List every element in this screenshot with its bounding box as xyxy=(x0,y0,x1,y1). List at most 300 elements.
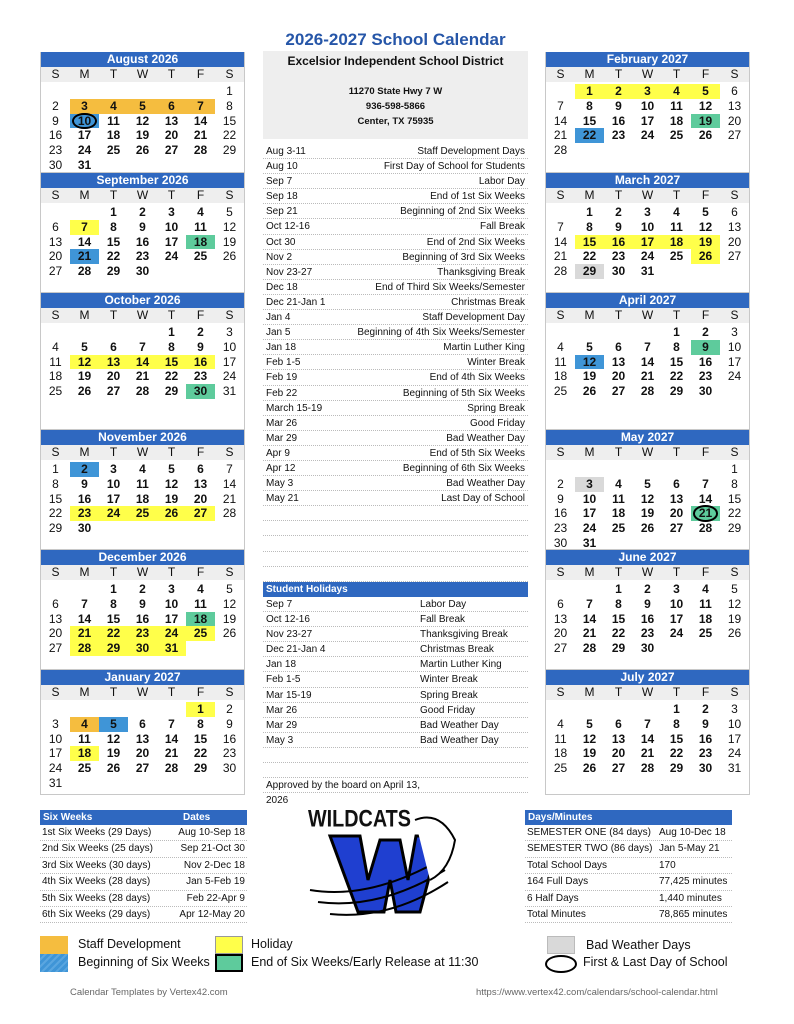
day-cell[interactable]: 22 xyxy=(669,369,684,384)
day-cell[interactable]: 13 xyxy=(164,113,179,128)
day-cell[interactable]: 14 xyxy=(582,611,597,626)
day-cell[interactable]: 1 xyxy=(673,325,680,339)
day-cell[interactable]: 25 xyxy=(553,761,568,776)
day-cell[interactable]: 9 xyxy=(644,596,651,611)
day-cell[interactable]: 11 xyxy=(136,476,149,491)
day-cell[interactable]: 11 xyxy=(554,354,567,369)
day-cell[interactable]: 18 xyxy=(186,235,215,250)
day-cell[interactable]: 1 xyxy=(731,462,738,476)
day-cell[interactable]: 8 xyxy=(673,339,680,354)
day-cell[interactable]: 5 xyxy=(128,99,157,114)
day-cell[interactable]: 22 xyxy=(106,249,121,264)
day-cell[interactable]: 10 xyxy=(164,596,179,611)
day-cell[interactable]: 2 xyxy=(702,325,709,339)
day-cell[interactable]: 18 xyxy=(669,113,684,128)
day-cell[interactable]: 8 xyxy=(110,596,117,611)
day-cell[interactable]: 18 xyxy=(698,611,713,626)
day-cell[interactable]: 9 xyxy=(615,98,622,113)
day-cell[interactable]: 29 xyxy=(575,264,604,279)
day-cell[interactable]: 9 xyxy=(691,340,720,355)
day-cell[interactable]: 22 xyxy=(99,626,128,641)
day-cell[interactable]: 24 xyxy=(48,761,63,776)
day-cell[interactable]: 2 xyxy=(139,205,146,219)
day-cell[interactable]: 15 xyxy=(669,354,684,369)
day-cell[interactable]: 11 xyxy=(49,354,62,369)
day-cell[interactable]: 10 xyxy=(727,339,742,354)
day-cell[interactable]: 11 xyxy=(107,113,120,128)
day-cell[interactable]: 18 xyxy=(106,128,121,143)
day-cell[interactable]: 28 xyxy=(77,264,92,279)
day-cell[interactable]: 19 xyxy=(222,611,237,626)
day-cell[interactable]: 24 xyxy=(727,746,742,761)
day-cell[interactable]: 3 xyxy=(575,477,604,492)
day-cell[interactable]: 8 xyxy=(615,596,622,611)
day-cell[interactable]: 28 xyxy=(640,384,655,399)
day-cell[interactable]: 1 xyxy=(673,702,680,716)
day-cell[interactable]: 21 xyxy=(640,746,655,761)
day-cell[interactable]: 27 xyxy=(727,249,742,264)
day-cell[interactable]: 28 xyxy=(582,641,597,656)
day-cell[interactable]: 3 xyxy=(168,205,175,219)
day-cell[interactable]: 3 xyxy=(226,325,233,339)
day-cell[interactable]: 27 xyxy=(186,506,215,521)
day-cell[interactable]: 9 xyxy=(226,716,233,731)
day-cell[interactable]: 30 xyxy=(77,521,92,536)
day-cell[interactable]: 7 xyxy=(644,716,651,731)
day-cell[interactable]: 26 xyxy=(157,506,186,521)
day-cell[interactable]: 1 xyxy=(226,84,233,98)
day-cell[interactable]: 16 xyxy=(186,355,215,370)
day-cell[interactable]: 23 xyxy=(611,249,626,264)
day-cell[interactable]: 8 xyxy=(226,98,233,113)
day-cell[interactable]: 7 xyxy=(226,462,233,476)
footer-url[interactable]: https://www.vertex42.com/calendars/school-calendar.html xyxy=(476,987,718,998)
day-cell[interactable]: 10 xyxy=(640,219,655,234)
day-cell[interactable]: 26 xyxy=(77,384,92,399)
day-cell[interactable]: 14 xyxy=(77,234,92,249)
day-cell[interactable]: 27 xyxy=(727,128,742,143)
day-cell[interactable]: 28 xyxy=(135,384,150,399)
day-cell[interactable]: 11 xyxy=(670,98,683,113)
day-cell[interactable]: 27 xyxy=(164,143,179,158)
day-cell[interactable]: 28 xyxy=(70,641,99,656)
day-cell[interactable]: 22 xyxy=(48,506,63,521)
day-cell[interactable]: 28 xyxy=(222,506,237,521)
day-cell[interactable]: 27 xyxy=(106,384,121,399)
day-cell[interactable]: 6 xyxy=(615,339,622,354)
day-cell[interactable]: 6 xyxy=(139,716,146,731)
day-cell[interactable]: 17 xyxy=(77,128,92,143)
day-cell[interactable]: 7 xyxy=(139,339,146,354)
day-cell[interactable]: 8 xyxy=(168,339,175,354)
day-cell[interactable]: 6 xyxy=(52,219,59,234)
day-cell[interactable]: 7 xyxy=(168,716,175,731)
day-cell[interactable]: 8 xyxy=(110,219,117,234)
day-cell[interactable]: 25 xyxy=(186,626,215,641)
day-cell[interactable]: 16 xyxy=(135,611,150,626)
day-cell[interactable]: 11 xyxy=(554,731,567,746)
day-cell[interactable]: 2 xyxy=(557,476,564,491)
day-cell[interactable]: 4 xyxy=(662,84,691,99)
day-cell[interactable]: 10 xyxy=(669,596,684,611)
day-cell[interactable]: 15 xyxy=(582,113,597,128)
day-cell[interactable]: 1 xyxy=(110,582,117,596)
day-cell[interactable]: 27 xyxy=(135,761,150,776)
day-cell[interactable]: 2 xyxy=(139,582,146,596)
day-cell[interactable]: 22 xyxy=(669,746,684,761)
day-cell[interactable]: 13 xyxy=(611,731,626,746)
day-cell[interactable]: 28 xyxy=(193,143,208,158)
day-cell[interactable]: 3 xyxy=(673,582,680,596)
day-cell[interactable]: 25 xyxy=(669,249,684,264)
day-cell[interactable]: 12 xyxy=(698,98,713,113)
day-cell[interactable]: 30 xyxy=(135,264,150,279)
day-cell[interactable]: 15 xyxy=(575,235,604,250)
day-cell[interactable]: 26 xyxy=(698,128,713,143)
day-cell[interactable]: 17 xyxy=(669,611,684,626)
day-cell[interactable]: 16 xyxy=(222,731,237,746)
day-cell[interactable]: 17 xyxy=(164,234,179,249)
day-cell[interactable]: 25 xyxy=(128,506,157,521)
day-cell[interactable]: 4 xyxy=(702,582,709,596)
day-cell[interactable]: 10 xyxy=(222,339,237,354)
day-cell[interactable]: 1 xyxy=(186,702,215,717)
day-cell[interactable]: 26 xyxy=(582,761,597,776)
day-cell[interactable]: 22 xyxy=(727,506,742,521)
day-cell[interactable]: 25 xyxy=(193,249,208,264)
day-cell[interactable]: 3 xyxy=(633,84,662,99)
day-cell[interactable]: 17 xyxy=(727,354,742,369)
day-cell[interactable]: 19 xyxy=(164,491,179,506)
day-cell[interactable]: 31 xyxy=(582,535,597,550)
day-cell[interactable]: 5 xyxy=(644,476,651,491)
day-cell[interactable]: 30 xyxy=(222,761,237,776)
day-cell[interactable]: 21 xyxy=(582,626,597,641)
day-cell[interactable]: 8 xyxy=(586,219,593,234)
day-cell[interactable]: 21 xyxy=(222,491,237,506)
day-cell[interactable]: 23 xyxy=(553,521,568,536)
day-cell[interactable]: 25 xyxy=(553,384,568,399)
day-cell[interactable]: 20 xyxy=(135,746,150,761)
day-cell[interactable]: 8 xyxy=(673,716,680,731)
day-cell[interactable]: 29 xyxy=(99,641,128,656)
day-cell[interactable]: 24 xyxy=(582,521,597,536)
day-cell[interactable]: 21 xyxy=(691,506,720,521)
day-cell[interactable]: 15 xyxy=(193,731,208,746)
day-cell[interactable]: 16 xyxy=(48,128,63,143)
day-cell[interactable]: 4 xyxy=(557,716,564,731)
day-cell[interactable]: 10 xyxy=(48,731,63,746)
day-cell[interactable]: 31 xyxy=(640,264,655,279)
day-cell[interactable]: 6 xyxy=(110,339,117,354)
day-cell[interactable]: 21 xyxy=(70,626,99,641)
day-cell[interactable]: 18 xyxy=(186,612,215,627)
day-cell[interactable]: 27 xyxy=(48,264,63,279)
day-cell[interactable]: 9 xyxy=(557,491,564,506)
day-cell[interactable]: 14 xyxy=(128,355,157,370)
day-cell[interactable]: 12 xyxy=(222,219,237,234)
day-cell[interactable]: 20 xyxy=(611,369,626,384)
day-cell[interactable]: 21 xyxy=(164,746,179,761)
day-cell[interactable]: 29 xyxy=(222,143,237,158)
day-cell[interactable]: 17 xyxy=(106,491,121,506)
day-cell[interactable]: 27 xyxy=(553,641,568,656)
day-cell[interactable]: 29 xyxy=(48,521,63,536)
day-cell[interactable]: 23 xyxy=(48,143,63,158)
day-cell[interactable]: 26 xyxy=(691,249,720,264)
day-cell[interactable]: 11 xyxy=(194,596,207,611)
day-cell[interactable]: 23 xyxy=(135,249,150,264)
day-cell[interactable]: 30 xyxy=(640,641,655,656)
day-cell[interactable]: 30 xyxy=(553,535,568,550)
day-cell[interactable]: 31 xyxy=(48,775,63,790)
day-cell[interactable]: 28 xyxy=(553,264,568,279)
day-cell[interactable]: 2 xyxy=(52,98,59,113)
day-cell[interactable]: 25 xyxy=(106,143,121,158)
day-cell[interactable]: 18 xyxy=(70,746,99,761)
day-cell[interactable]: 31 xyxy=(727,761,742,776)
day-cell[interactable]: 12 xyxy=(106,731,121,746)
day-cell[interactable]: 27 xyxy=(611,761,626,776)
day-cell[interactable]: 20 xyxy=(48,249,63,264)
day-cell[interactable]: 14 xyxy=(164,731,179,746)
day-cell[interactable]: 20 xyxy=(193,491,208,506)
day-cell[interactable]: 17 xyxy=(727,731,742,746)
day-cell[interactable]: 8 xyxy=(731,476,738,491)
day-cell[interactable]: 26 xyxy=(222,249,237,264)
day-cell[interactable]: 14 xyxy=(553,113,568,128)
day-cell[interactable]: 2 xyxy=(197,325,204,339)
day-cell[interactable]: 30 xyxy=(611,264,626,279)
day-cell[interactable]: 29 xyxy=(106,264,121,279)
day-cell[interactable]: 29 xyxy=(727,521,742,536)
day-cell[interactable]: 24 xyxy=(164,249,179,264)
day-cell[interactable]: 18 xyxy=(553,369,568,384)
day-cell[interactable]: 1 xyxy=(615,582,622,596)
day-cell[interactable]: 9 xyxy=(81,476,88,491)
day-cell[interactable]: 23 xyxy=(193,369,208,384)
day-cell[interactable]: 20 xyxy=(611,746,626,761)
day-cell[interactable]: 12 xyxy=(727,596,742,611)
day-cell[interactable]: 6 xyxy=(157,99,186,114)
day-cell[interactable]: 3 xyxy=(168,582,175,596)
day-cell[interactable]: 13 xyxy=(727,98,742,113)
day-cell[interactable]: 17 xyxy=(164,611,179,626)
day-cell[interactable]: 6 xyxy=(673,476,680,491)
day-cell[interactable]: 29 xyxy=(669,761,684,776)
day-cell[interactable]: 12 xyxy=(582,731,597,746)
day-cell[interactable]: 12 xyxy=(575,355,604,370)
day-cell[interactable]: 6 xyxy=(557,596,564,611)
day-cell[interactable]: 15 xyxy=(48,491,63,506)
day-cell[interactable]: 19 xyxy=(106,746,121,761)
day-cell[interactable]: 25 xyxy=(611,521,626,536)
day-cell[interactable]: 4 xyxy=(557,339,564,354)
day-cell[interactable]: 21 xyxy=(193,128,208,143)
day-cell[interactable]: 6 xyxy=(197,462,204,476)
day-cell[interactable]: 22 xyxy=(575,128,604,143)
day-cell[interactable]: 11 xyxy=(699,596,712,611)
day-cell[interactable]: 4 xyxy=(99,99,128,114)
day-cell[interactable]: 2 xyxy=(604,84,633,99)
day-cell[interactable]: 7 xyxy=(557,219,564,234)
day-cell[interactable]: 27 xyxy=(669,521,684,536)
day-cell[interactable]: 24 xyxy=(640,249,655,264)
day-cell[interactable]: 14 xyxy=(553,234,568,249)
day-cell[interactable]: 7 xyxy=(81,596,88,611)
day-cell[interactable]: 5 xyxy=(586,339,593,354)
day-cell[interactable]: 24 xyxy=(640,128,655,143)
day-cell[interactable]: 5 xyxy=(99,717,128,732)
day-cell[interactable]: 19 xyxy=(691,114,720,129)
day-cell[interactable]: 18 xyxy=(135,491,150,506)
day-cell[interactable]: 2 xyxy=(615,205,622,219)
day-cell[interactable]: 21 xyxy=(70,249,99,264)
day-cell[interactable]: 11 xyxy=(670,219,683,234)
day-cell[interactable]: 25 xyxy=(48,384,63,399)
day-cell[interactable]: 4 xyxy=(139,462,146,476)
day-cell[interactable]: 15 xyxy=(157,355,186,370)
day-cell[interactable]: 30 xyxy=(48,157,63,172)
day-cell[interactable]: 24 xyxy=(669,626,684,641)
day-cell[interactable]: 23 xyxy=(70,506,99,521)
day-cell[interactable]: 22 xyxy=(164,369,179,384)
day-cell[interactable]: 28 xyxy=(164,761,179,776)
day-cell[interactable]: 16 xyxy=(553,506,568,521)
day-cell[interactable]: 23 xyxy=(698,369,713,384)
day-cell[interactable]: 13 xyxy=(48,234,63,249)
day-cell[interactable]: 6 xyxy=(52,596,59,611)
day-cell[interactable]: 17 xyxy=(48,746,63,761)
day-cell[interactable]: 10 xyxy=(727,716,742,731)
day-cell[interactable]: 14 xyxy=(77,611,92,626)
day-cell[interactable]: 10 xyxy=(582,491,597,506)
day-cell[interactable]: 27 xyxy=(611,384,626,399)
day-cell[interactable]: 21 xyxy=(553,128,568,143)
day-cell[interactable]: 13 xyxy=(48,611,63,626)
day-cell[interactable]: 19 xyxy=(640,506,655,521)
day-cell[interactable]: 5 xyxy=(702,205,709,219)
day-cell[interactable]: 7 xyxy=(557,98,564,113)
day-cell[interactable]: 4 xyxy=(70,717,99,732)
day-cell[interactable]: 5 xyxy=(731,582,738,596)
day-cell[interactable]: 6 xyxy=(615,716,622,731)
day-cell[interactable]: 20 xyxy=(727,234,742,249)
day-cell[interactable]: 13 xyxy=(135,731,150,746)
day-cell[interactable]: 9 xyxy=(197,339,204,354)
day-cell[interactable]: 25 xyxy=(77,761,92,776)
day-cell[interactable]: 27 xyxy=(48,641,63,656)
day-cell[interactable]: 5 xyxy=(691,84,720,99)
day-cell[interactable]: 20 xyxy=(48,626,63,641)
day-cell[interactable]: 2 xyxy=(702,702,709,716)
day-cell[interactable]: 15 xyxy=(222,113,237,128)
day-cell[interactable]: 9 xyxy=(52,113,59,128)
day-cell[interactable]: 14 xyxy=(640,354,655,369)
day-cell[interactable]: 29 xyxy=(164,384,179,399)
day-cell[interactable]: 11 xyxy=(612,491,625,506)
day-cell[interactable]: 20 xyxy=(669,506,684,521)
day-cell[interactable]: 26 xyxy=(135,143,150,158)
day-cell[interactable]: 14 xyxy=(193,113,208,128)
day-cell[interactable]: 9 xyxy=(139,219,146,234)
day-cell[interactable]: 14 xyxy=(698,491,713,506)
day-cell[interactable]: 22 xyxy=(611,626,626,641)
day-cell[interactable]: 19 xyxy=(135,128,150,143)
day-cell[interactable]: 9 xyxy=(702,716,709,731)
day-cell[interactable]: 13 xyxy=(669,491,684,506)
day-cell[interactable]: 20 xyxy=(106,369,121,384)
day-cell[interactable]: 22 xyxy=(222,128,237,143)
day-cell[interactable]: 3 xyxy=(110,462,117,476)
day-cell[interactable]: 5 xyxy=(168,462,175,476)
day-cell[interactable]: 13 xyxy=(193,476,208,491)
day-cell[interactable]: 26 xyxy=(222,626,237,641)
day-cell[interactable]: 5 xyxy=(226,205,233,219)
footer-credit[interactable]: Calendar Templates by Vertex42.com xyxy=(70,987,228,998)
day-cell[interactable]: 12 xyxy=(698,219,713,234)
day-cell[interactable]: 23 xyxy=(222,746,237,761)
day-cell[interactable]: 18 xyxy=(611,506,626,521)
day-cell[interactable]: 12 xyxy=(135,113,150,128)
day-cell[interactable]: 18 xyxy=(553,746,568,761)
day-cell[interactable]: 31 xyxy=(222,384,237,399)
day-cell[interactable]: 26 xyxy=(727,626,742,641)
day-cell[interactable]: 26 xyxy=(106,761,121,776)
day-cell[interactable]: 12 xyxy=(70,355,99,370)
day-cell[interactable]: 13 xyxy=(727,219,742,234)
day-cell[interactable]: 29 xyxy=(193,761,208,776)
day-cell[interactable]: 3 xyxy=(644,205,651,219)
day-cell[interactable]: 1 xyxy=(168,325,175,339)
day-cell[interactable]: 28 xyxy=(640,761,655,776)
day-cell[interactable]: 7 xyxy=(186,99,215,114)
day-cell[interactable]: 11 xyxy=(78,731,91,746)
day-cell[interactable]: 5 xyxy=(81,339,88,354)
day-cell[interactable]: 20 xyxy=(164,128,179,143)
day-cell[interactable]: 19 xyxy=(222,234,237,249)
day-cell[interactable]: 7 xyxy=(702,476,709,491)
day-cell[interactable]: 17 xyxy=(633,235,662,250)
day-cell[interactable]: 15 xyxy=(669,731,684,746)
day-cell[interactable]: 24 xyxy=(99,506,128,521)
day-cell[interactable]: 25 xyxy=(669,128,684,143)
day-cell[interactable]: 3 xyxy=(731,702,738,716)
day-cell[interactable]: 1 xyxy=(586,205,593,219)
day-cell[interactable]: 31 xyxy=(77,157,92,172)
day-cell[interactable]: 30 xyxy=(698,384,713,399)
day-cell[interactable]: 9 xyxy=(615,219,622,234)
day-cell[interactable]: 16 xyxy=(698,731,713,746)
day-cell[interactable]: 16 xyxy=(604,235,633,250)
day-cell[interactable]: 19 xyxy=(77,369,92,384)
day-cell[interactable]: 19 xyxy=(691,235,720,250)
day-cell[interactable]: 19 xyxy=(582,369,597,384)
day-cell[interactable]: 29 xyxy=(611,641,626,656)
day-cell[interactable]: 8 xyxy=(52,476,59,491)
day-cell[interactable]: 19 xyxy=(582,746,597,761)
day-cell[interactable]: 15 xyxy=(727,491,742,506)
day-cell[interactable]: 6 xyxy=(731,84,738,98)
day-cell[interactable]: 10 xyxy=(640,98,655,113)
day-cell[interactable]: 10 xyxy=(164,219,179,234)
day-cell[interactable]: 16 xyxy=(611,113,626,128)
day-cell[interactable]: 15 xyxy=(611,611,626,626)
day-cell[interactable]: 23 xyxy=(698,746,713,761)
day-cell[interactable]: 4 xyxy=(615,476,622,491)
day-cell[interactable]: 23 xyxy=(640,626,655,641)
day-cell[interactable]: 7 xyxy=(644,339,651,354)
